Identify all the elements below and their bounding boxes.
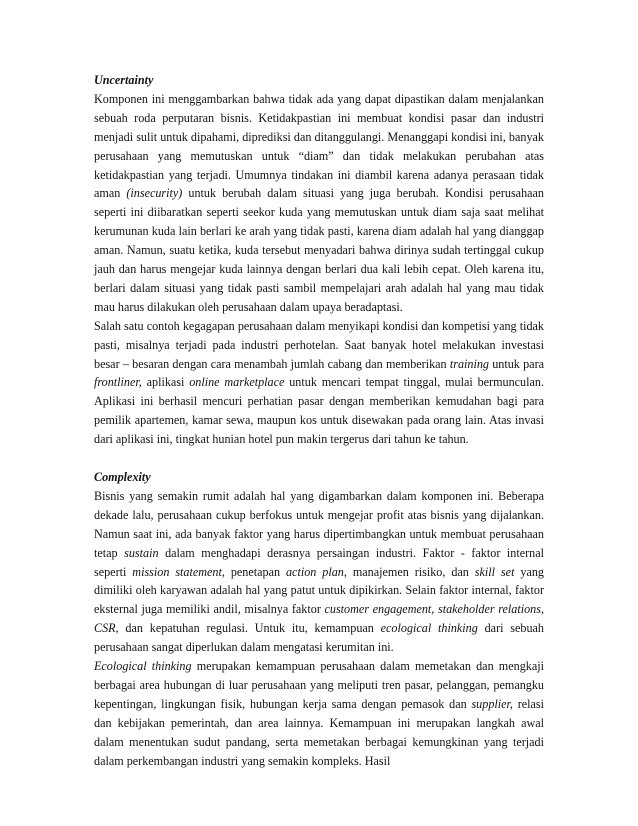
paragraph-uncertainty-1 — [94, 90, 544, 317]
italic-term: action plan — [285, 564, 344, 579]
italic-term: training — [449, 356, 489, 371]
text-run: untuk mencari tempat tinggal, mulai bermunculan. Aplikasi ini berhasil mencuri perhatian pasar dengan memberikan kemudahan bagi para pemilik apartemen, kamar sewa, maupun kos untuk disewakan pada orang lain. Atas invasi dari aplikasi ini, tingkat hunian hotel pun makin tergerus dari tahun ke tahun. — [94, 375, 544, 447]
italic-term: (insecurity) — [126, 186, 183, 201]
text-run: dan kepatuhan regulasi. Untuk itu, kemampuan — [118, 621, 381, 636]
text-run: merupakan kemampuan perusahaan dalam memetakan dan mengkaji berbagai area hubungan di luar perusahaan yang meliputi tren pasar, pelanggan, pemangku kepentingan, lingkungan fisik, hubungan kerja sama dengan pemasok dan — [94, 659, 544, 711]
text-run: dari sebuah perusahaan sangat diperlukan dalam mengatasi kerumitan ini. — [94, 621, 544, 655]
text-run: yang dimiliki oleh karyawan adalah hal yang patut untuk dipikirkan. Selain faktor internal, faktor eksternal juga memiliki andil, misalnya faktor — [94, 564, 544, 617]
paragraph-uncertainty-2 — [94, 317, 544, 449]
italic-term: sustain — [124, 545, 159, 560]
text-run: untuk berubah dalam situasi yang juga berubah. Kondisi perusahaan seperti ini diibaratkan seperti seekor kuda yang memutuskan untuk diam saja saat melihat kerumunan kuda lain berlari ke arah yang tidak pasti, karena diam adalah hal yang dianggap aman. Namun, suatu ketika, kuda tersebut menyadari bahwa dirinya sudah tertinggal cukup jauh dan harus mengejar kuda lainnya dengan berlari dua kali lebih cepat. Oleh karena itu, berlari dalam situasi yang tidak pasti sambil mempelajari arah adalah hal yang mau tidak mau harus dilakukan oleh perusahaan dalam upaya beradaptasi. — [94, 186, 544, 314]
italic-term: online marketplace — [189, 375, 285, 390]
text-run: Bisnis yang semakin rumit adalah hal yang digambarkan dalam komponen ini. Beberapa dekade lalu, perusahaan cukup berfokus untuk mengejar profit atas bisnis yang dijalankan. Namun saat ini, ada banyak faktor yang harus dipertimbangkan untuk membuat perusahaan tetap — [94, 488, 544, 560]
text-run: aplikasi — [141, 375, 190, 390]
section-heading-complexity: Complexity — [94, 470, 151, 484]
text-run: Komponen ini menggambarkan bahwa tidak ada yang dapat dipastikan dalam menjalankan sebuah roda perputaran bisnis. Ketidakpastian ini membuat kondisi pasar dan industri menjadi sulit untuk dipahami, diprediksi dan ditanggulangi. Menanggapi kondisi ini, banyak perusahaan yang memutuskan untuk “diam” dan tidak melakukan perubahan atas ketidakpastian yang terjadi. Umumnya tindakan ini diambil karena adanya perasaan tidak aman — [94, 91, 544, 201]
italic-term: skill set — [474, 564, 515, 579]
italic-term: Ecological thinking — [94, 659, 192, 674]
text-run: relasi dan kebijakan pemerintah, dan area lainnya. Kemampuan ini merupakan langkah awal dalam menentukan sudut pandang, serta memetakan berbagai kemungkinan yang terjadi dalam perkembangan industri yang semakin kompleks. Hasil — [94, 696, 545, 768]
section-complexity — [94, 468, 544, 770]
italic-term: frontliner, — [94, 375, 142, 390]
section-heading-uncertainty: Uncertainty — [94, 73, 154, 87]
text-run: untuk para — [489, 356, 544, 371]
section-spacer — [94, 449, 544, 468]
text-run: , penetapan — [221, 564, 286, 579]
text-run: , manajemen risiko, dan — [343, 564, 475, 579]
text-run: dalam menghadapi derasnya persaingan industri. Faktor - faktor internal seperti — [94, 545, 544, 579]
paragraph-complexity-2 — [94, 657, 544, 770]
section-uncertainty — [94, 71, 544, 449]
italic-term: mission statement — [132, 564, 222, 579]
italic-term: ecological thinking — [380, 621, 478, 636]
italic-term: supplier, — [471, 696, 513, 711]
text-run: Salah satu contoh kegagapan perusahaan dalam menyikapi kondisi dan kompetisi yang tidak pasti, misalnya terjadi pada industri perhotelan. Saat banyak hotel melakukan investasi besar – besaran dengan cara menambah jumlah cabang dan memberikan — [94, 318, 544, 371]
paragraph-complexity-1 — [94, 487, 544, 657]
document-body — [94, 71, 544, 770]
italic-term: customer engagement, stakeholder relations, CSR, — [94, 602, 544, 636]
